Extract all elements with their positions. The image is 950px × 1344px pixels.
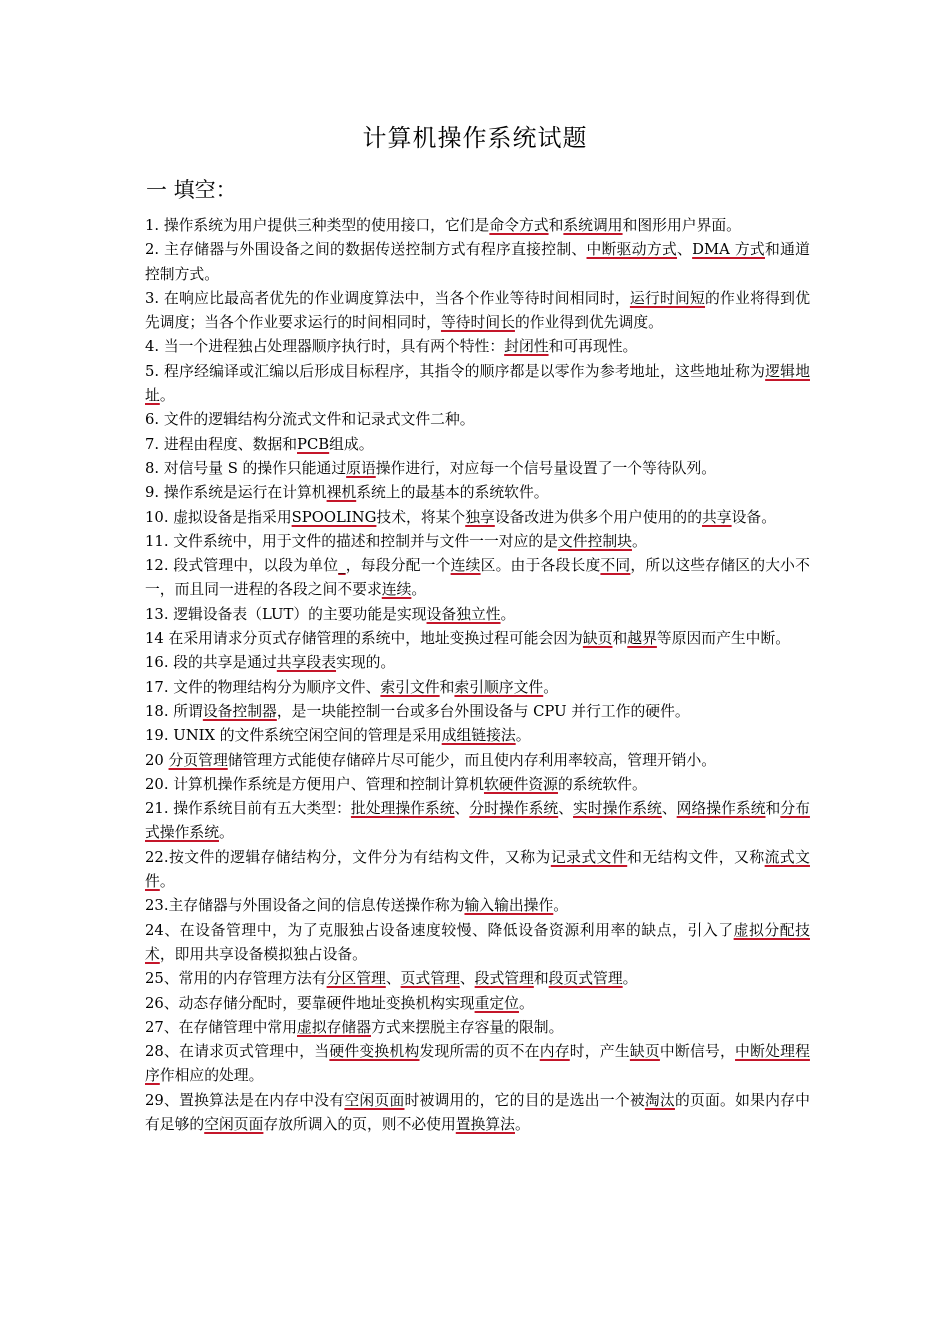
question-text: 系统上的最基本的系统软件。 (356, 484, 549, 502)
question-text: 。 (543, 678, 559, 696)
answer-blank: DMA 方式 (692, 241, 765, 259)
answer-blank: 中断处理程序 (145, 1043, 810, 1085)
answer-blank: 段式管理 (474, 970, 534, 988)
question-text: 和无结构文件，又称 (627, 848, 765, 866)
question-item (145, 360, 810, 409)
answer-blank: _ (338, 557, 346, 575)
question-text: 27、在存储管理中常用 (145, 1018, 298, 1036)
question-text: 29、置换算法是在内存中没有 (145, 1091, 345, 1109)
question-item (145, 214, 810, 238)
answer-blank: 流式文件 (145, 848, 810, 891)
question-text: 的系统软件。 (557, 775, 647, 793)
answer-blank: 页式管理 (400, 970, 460, 988)
document-title: 计算机操作系统试题 (362, 124, 588, 152)
question-item (145, 457, 810, 481)
question-text: 17. 文件的物理结构分为顺序文件、 (145, 678, 381, 696)
answer-blank: SPOOLING (291, 508, 377, 526)
answer-blank: 批处理操作系统 (350, 800, 455, 818)
answer-blank: 独享 (465, 508, 495, 526)
question-item (145, 554, 810, 603)
question-text: 和 (439, 678, 455, 696)
answer-blank: 软硬件资源 (483, 775, 558, 793)
question-list (145, 214, 810, 1137)
question-text: 13. 逻辑设备表（LUT）的主要功能是实现 (145, 605, 427, 623)
answer-blank: 空闲页面 (344, 1091, 405, 1109)
question-item (145, 1089, 810, 1138)
answer-blank: 共享 (702, 508, 732, 526)
question-item (145, 967, 810, 991)
section-heading: 一 填空： (146, 178, 237, 202)
question-text: 、 (385, 970, 401, 988)
answer-blank: 记录式文件 (550, 848, 628, 866)
answer-blank: 成组链接法 (441, 727, 516, 745)
answer-blank: 设备控制器 (202, 702, 277, 720)
question-text: 24、在设备管理中，为了克服独占设备速度较慢、降低设备资源利用率的缺点，引入了 (145, 921, 734, 939)
question-text: 8. 对信号量 S 的操作只能通过 (145, 459, 347, 477)
question-text: 。 (622, 970, 638, 988)
answer-blank: 裸机 (326, 484, 357, 502)
answer-blank: 段页式管理 (548, 970, 623, 988)
question-text: 。 (518, 994, 534, 1012)
question-item (145, 481, 810, 505)
answer-blank: 输入输出操作 (464, 897, 554, 915)
question-text: 、 (454, 800, 470, 818)
question-item (145, 992, 810, 1016)
answer-blank: 命令方式 (489, 217, 549, 234)
answer-blank: 不同 (600, 557, 631, 575)
question-item (145, 506, 810, 530)
question-item (145, 530, 810, 554)
answer-blank: 分区管理 (326, 970, 386, 988)
question-text: 和可再现性。 (548, 338, 638, 356)
question-text: 等原因而产生中断。 (656, 630, 791, 648)
question-item (145, 603, 810, 627)
question-text: 3. 在响应比最高者优先的作业调度算法中，当各个作业等待时间相同时， (145, 289, 630, 307)
question-text: 、 (677, 241, 693, 259)
question-text: 20. 计算机操作系统是方便用户、管理和控制计算机 (145, 775, 484, 793)
answer-blank: 索引顺序文件 (454, 678, 544, 696)
question-item (145, 846, 810, 895)
answer-blank: 原语 (346, 459, 376, 477)
question-item (145, 335, 810, 359)
answer-blank: 网络操作系统 (676, 800, 766, 818)
answer-blank: 虚拟存储器 (297, 1018, 372, 1036)
question-text: 21. 操作系统目前有五大类型： (145, 800, 351, 818)
answer-blank: 中断驱动方式 (586, 241, 678, 259)
question-item (145, 238, 810, 287)
answer-blank: 空闲页面 (204, 1115, 264, 1133)
answer-blank: 实时操作系统 (573, 800, 662, 818)
question-text: 7. 进程由程度、数据和 (145, 435, 297, 453)
question-text: 。 (515, 727, 531, 745)
question-item (145, 287, 810, 336)
question-text: 9. 操作系统是运行在计算机 (145, 484, 327, 502)
question-text: 12. 段式管理中，以段为单位 (145, 557, 339, 575)
question-text: 2. 主存储器与外围设备之间的数据传送控制方式有程序直接控制、 (145, 241, 587, 259)
question-text: 4. 当一个进程独占处理器顺序执行时，具有两个特性： (145, 338, 505, 356)
question-text: 11. 文件系统中，用于文件的描述和控制并与文件一一对应的是 (145, 532, 558, 550)
question-text: 和图形用户界面。 (622, 217, 741, 234)
question-text: 。 (500, 605, 516, 623)
question-text: 。 (159, 873, 175, 891)
question-text: 、 (661, 800, 677, 818)
answer-blank: 缺页 (582, 630, 613, 648)
question-text: 。 (411, 581, 427, 599)
question-text: ，是一块能控制一台或多台外围设备与 CPU 并行工作的硬件。 (276, 702, 690, 720)
question-text: 10. 虚拟设备是指采用 (145, 508, 292, 526)
question-text: 发现所需的页不在 (419, 1043, 540, 1061)
question-text: 中断信号， (659, 1043, 736, 1061)
question-item (145, 1016, 810, 1040)
question-text: 1. 操作系统为用户提供三种类型的使用接口，它们是 (145, 217, 490, 234)
question-item (145, 724, 810, 748)
answer-blank: 淘汰 (644, 1091, 675, 1109)
question-text: 和 (612, 630, 628, 648)
question-text: 的作业将得到优先调度；当各个作业要求运行的时间相同时， (145, 289, 810, 332)
question-item (145, 1040, 810, 1089)
question-text: 。 (219, 824, 234, 842)
question-item (145, 919, 810, 968)
answer-blank: 索引文件 (380, 678, 440, 696)
question-text: 28、在请求页式管理中，当 (145, 1043, 330, 1061)
question-item (145, 408, 810, 432)
answer-blank: 运行时间短 (629, 289, 706, 307)
question-text: 22.按文件的逻辑存储结构分，文件分为有结构文件，又称为 (145, 848, 551, 866)
question-text: 20 (145, 751, 169, 769)
question-text: 和通道控制方式。 (145, 241, 810, 283)
question-item (145, 651, 810, 675)
answer-blank: 缺页 (629, 1043, 660, 1061)
question-text: 和 (533, 970, 549, 988)
question-text: 16. 段的共享是通过 (145, 654, 277, 672)
answer-blank: 连续 (381, 581, 412, 599)
question-item (145, 797, 810, 846)
answer-blank: 分布式操作系统 (145, 800, 810, 842)
question-text: 方式来摆脱主存容量的限制。 (371, 1018, 564, 1036)
answer-blank: 共享段表 (276, 654, 337, 672)
question-text: 。 (514, 1115, 530, 1133)
answer-blank: 虚拟分配技术 (145, 921, 810, 963)
answer-blank: 越界 (627, 630, 657, 648)
question-text: 时被调用的，它的目的是选出一个被 (404, 1091, 645, 1109)
answer-blank: 连续 (450, 557, 481, 575)
answer-blank: 重定位 (474, 994, 519, 1012)
question-text: ，即用共享设备模拟独占设备。 (159, 945, 367, 963)
question-item (145, 700, 810, 724)
question-text: ，所以这些存储区的大小不一，而且同一进程的各段之间不要求 (145, 557, 810, 599)
question-text: 的作业得到优先调度。 (514, 314, 663, 332)
question-item (145, 627, 810, 651)
question-text: 的页面。如果内存中有足够的 (145, 1091, 810, 1133)
question-text: 储管理方式能使存储碎片尽可能少，而且使内存利用率较高，管理开销小。 (227, 751, 717, 769)
question-text: 26、动态存储分配时，要靠硬件地址变换机构实现 (145, 994, 475, 1012)
question-item (145, 894, 810, 918)
question-text: 和 (548, 217, 564, 234)
question-item (145, 773, 810, 797)
answer-blank: 封闭性 (504, 338, 549, 356)
question-text: 设备改进为供多个用户使用的的 (494, 508, 702, 526)
question-text: 时，产生 (569, 1043, 630, 1061)
question-text: 23.主存储器与外围设备之间的信息传送操作称为 (145, 897, 465, 915)
answer-blank: 设备独立性 (426, 605, 501, 623)
answer-blank: 等待时间长 (440, 314, 515, 332)
question-text: 操作进行，对应每一个信号量设置了一个等待队列。 (375, 459, 717, 477)
question-text: 、 (558, 800, 574, 818)
answer-blank: 内存 (539, 1043, 570, 1061)
question-text: 技术，将某个 (376, 508, 466, 526)
answer-blank: 硬件变换机构 (329, 1043, 420, 1061)
question-text: 实现的。 (336, 654, 396, 672)
question-text: 6. 文件的逻辑结构分流式文件和记录式文件二种。 (145, 411, 475, 429)
question-text: 。 (159, 387, 175, 405)
answer-blank: 逻辑地址 (145, 362, 810, 405)
answer-blank: PCB (297, 435, 330, 453)
question-text: 14 在采用请求分页式存储管理的系统中，地址变换过程可能会因为 (145, 630, 583, 648)
answer-blank: 系统调用 (563, 217, 623, 234)
question-text: 、 (459, 970, 475, 988)
question-text: 存放所调入的页，则不必使用 (263, 1115, 456, 1133)
question-text: 19. UNIX 的文件系统空闲空间的管理是采用 (145, 727, 442, 745)
question-text: 。 (631, 532, 647, 550)
question-text: 区。由于各段长度 (480, 557, 601, 575)
question-item (145, 676, 810, 700)
question-text: 5. 程序经编译或汇编以后形成目标程序，其指令的顺序都是以零作为参考地址，这些地址称为 (145, 362, 766, 380)
question-item (145, 749, 810, 773)
question-text: 作相应的处理。 (159, 1067, 264, 1085)
question-text: 设备。 (731, 508, 777, 526)
question-item (145, 433, 810, 457)
answer-blank: 分页管理 (168, 751, 228, 769)
question-text: 25、常用的内存管理方法有 (145, 970, 327, 988)
question-text: ，每段分配一个 (345, 557, 451, 575)
question-text: 。 (553, 897, 569, 915)
answer-blank: 文件控制块 (557, 532, 632, 550)
answer-blank: 分时操作系统 (469, 800, 559, 818)
question-text: 和 (765, 800, 781, 818)
question-text: 18. 所谓 (145, 702, 203, 720)
answer-blank: 置换算法 (455, 1115, 515, 1133)
question-text: 组成。 (329, 435, 374, 453)
